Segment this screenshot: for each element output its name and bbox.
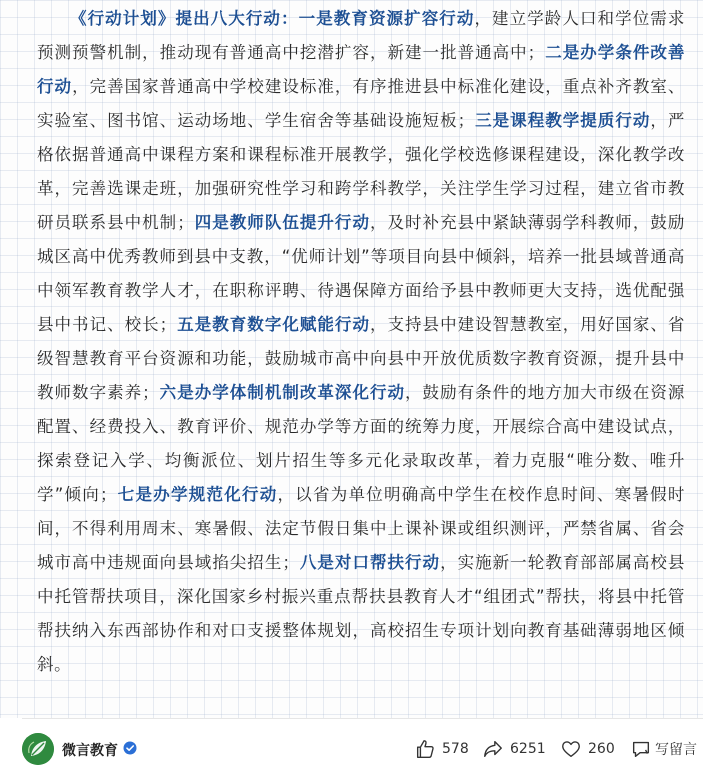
like-button[interactable] [414,737,469,761]
leaf-logo-icon [22,733,54,765]
action-heading: 三是课程教学提质行动 [474,111,651,130]
body-text-segment: ，实施新一轮教育部部属高校县中托管帮扶项目，深化国家乡村振兴重点帮扶县教育人才“组团式”帮扶，将县中托管帮扶纳入东西部协作和对口支援整体规划，高校招生专项计划向教育基础薄弱地区倾斜。 [37,553,685,674]
account-name[interactable]: 微言教育 [62,743,118,759]
thumbs-up-icon [414,738,436,760]
action-heading: 八是对口帮扶行动 [299,553,441,572]
body-text-segment: ，支持县中建设智慧教室，用好国家、省级智慧教育平台资源和功能，鼓励城市高中向县中开放优质数字教育资源，提升县中教师数字素养； [37,315,685,402]
favorite-count: 260 [588,741,615,757]
comment-label: 写留言 [655,742,697,758]
account-avatar[interactable] [22,733,54,765]
body-text-segment: ，以省为单位明确高中学生在校作息时间、寒暑假时间，不得利用周末、寒暑假、法定节假日集中上课补课或组织测评，严禁省属、省会城市高中违规面向县域掐尖招生； [37,485,685,572]
action-heading: 五是教育数字化赋能行动 [176,315,370,334]
body-text-segment: ，严格依据普通高中课程方案和课程标准开展教学，强化学校选修课程建设，深化教学改革，完善选课走班，加强研究性学习和跨学科教学，关注学生学习过程，建立省市教研员联系县中机制； [37,111,686,232]
action-heading: 《行动计划》提出八大行动：一是教育资源扩容行动 [70,9,475,28]
action-heading: 七是办学规范化行动 [117,485,278,504]
action-heading: 四是教师队伍提升行动 [194,213,370,232]
like-count: 578 [442,741,469,757]
share-arrow-icon [482,738,504,760]
comment-button[interactable] [630,737,697,761]
article-footer [0,719,703,772]
heart-icon [560,738,582,760]
article-paragraph [37,2,685,682]
share-count: 6251 [510,741,546,757]
body-text-segment: ，鼓励有条件的地方加大市级在资源配置、经费投入、教育评价、规范办学等方面的统筹力度，开展综合高中建设试点，探索登记入学、均衡派位、划片招生等多元化录取改革，着力克服“唯分数、唯升学”倾向； [37,383,685,504]
comment-icon [630,738,652,760]
body-text-segment: ，完善国家普通高中学校建设标准，有序推进县中标准化建设，重点补齐教室、实验室、图书馆、运动场地、学生宿舍等基础设施短板； [37,77,686,130]
body-text-segment: ，及时补充县中紧缺薄弱学科教师，鼓励城区高中优秀教师到县中支教，“优师计划”等项目向县中倾斜，培养一批县域普通高中领军教育教学人才，在职称评聘、待遇保障方面给予县中教师更大支持，选优配强县中书记、校长； [37,213,685,334]
action-heading: 二是办学条件改善行动 [37,43,685,96]
share-button[interactable] [482,737,546,761]
verified-badge-icon [123,741,137,755]
favorite-button[interactable] [560,737,615,761]
body-text-segment: ，建立学龄人口和学位需求预测预警机制，推动现有普通高中挖潜扩容，新建一批普通高中； [37,9,685,62]
action-heading: 六是办学体制机制改革深化行动 [159,383,406,402]
